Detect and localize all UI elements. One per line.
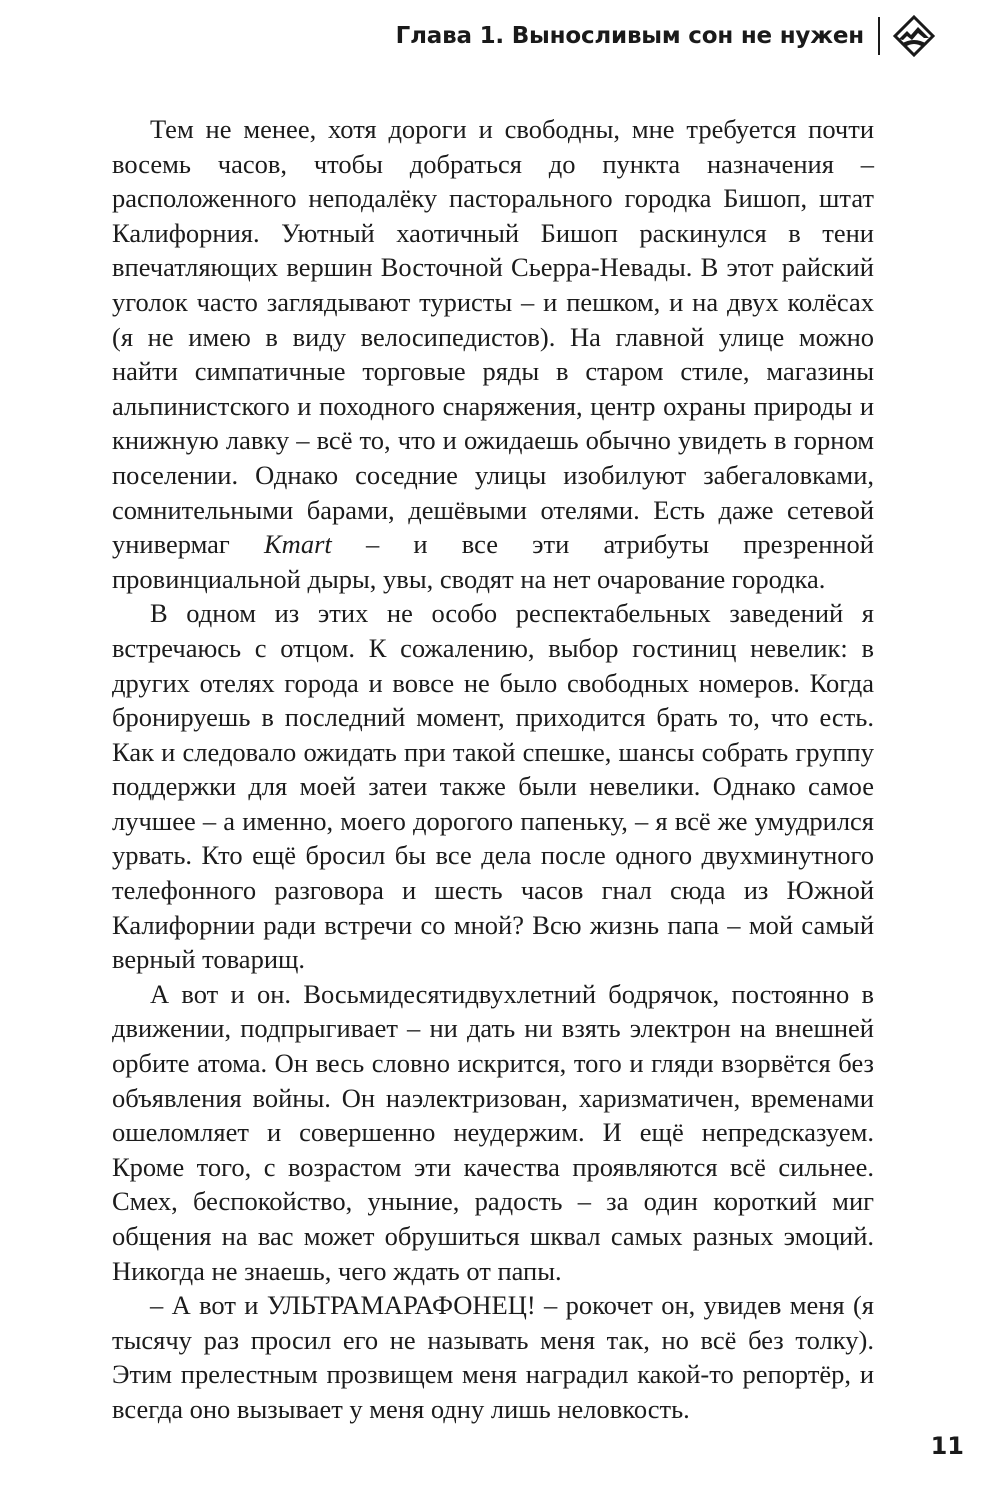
paragraph-2: В одном из этих не особо респектабельных заведений я встречаюсь с отцом. К сожалению, выбор гостиниц невелик: в других отелях города и вовсе не было свободных номеров. Когда бронируешь в последний момент, приходится брать то, что есть. Как и следовало ожидать при такой спешке, шансы собрать группу поддержки для моей затеи также были невелики. Однако самое лучшее – а именно, моего дорогого папеньку, – я всё же умудрился урвать. Кто ещё бросил бы все дела после одного двухминутного телефонного разговора и шесть часов гнал сюда из Южной Калифорнии ради встречи со мной? Всю жизнь папа – мой самый верный товарищ. bbox=[112, 598, 874, 975]
running-header bbox=[396, 14, 936, 58]
paragraph-1-text-after: – и все эти атрибуты презренной провинциальной дыры, увы, сводят на нет очарование городка. bbox=[112, 529, 874, 594]
paragraph-3: А вот и он. Восьмидесятидвухлетний бодрячок, постоянно в движении, подпрыгивает – ни дать ни взять электрон на внешней орбите атома. Он весь словно искрится, того и гляди взорвётся без объявления войны. Он наэлектризован, харизматичен, временами ошеломляет и совершенно неудержим. И ещё непредсказуем. Кроме того, с возрастом эти качества проявляются всё сильнее. Смех, беспокойство, уныние, радость – за один короткий миг общения на вас может обрушиться шквал самых разных эмоций. Никогда не знаешь, чего ждать от папы. bbox=[112, 978, 874, 1286]
mountain-emblem-icon bbox=[892, 14, 936, 58]
paragraph-1 bbox=[112, 112, 874, 596]
body-text bbox=[112, 112, 874, 1427]
chapter-title: Глава 1. Выносливым сон не нужен bbox=[395, 23, 864, 49]
store-name-emphasis: Kmart bbox=[264, 529, 332, 560]
paragraph-1-text-before: Тем не менее, хотя дороги и свободны, мне требуется почти восемь часов, чтобы добраться до пункта назначения – расположенного неподалёку пасторального городка Бишоп, штат Калифорния. Уютный хаотичный Бишоп раскинулся в тени впечатляющих вершин Восточной Сьерра-Невады. В этот райский уголок часто заглядывают туристы – и пешком, и на двух колёсах (я не имею в виду велосипедистов). На главной улице можно найти симпатичные торговые ряды в старом стиле, магазины альпинистского и походного снаряжения, центр охраны природы и книжную лавку – всё то, что и ожидаешь обычно увидеть в горном поселении. Однако соседние улицы изобилуют забегаловками, сомнительными барами, дешёвыми отелями. Есть даже сетевой универмаг bbox=[112, 114, 874, 560]
paragraph-4: – А вот и УЛЬТРАМАРАФОНЕЦ! – рокочет он, увидев меня (я тысячу раз просил его не называть меня так, но всё без толку). Этим прелестным прозвищем меня наградил какой-то репортёр, и всегда оно вызывает у меня одну лишь неловкость. bbox=[112, 1290, 874, 1424]
header-divider bbox=[878, 17, 880, 55]
page-number: 11 bbox=[930, 1432, 964, 1460]
